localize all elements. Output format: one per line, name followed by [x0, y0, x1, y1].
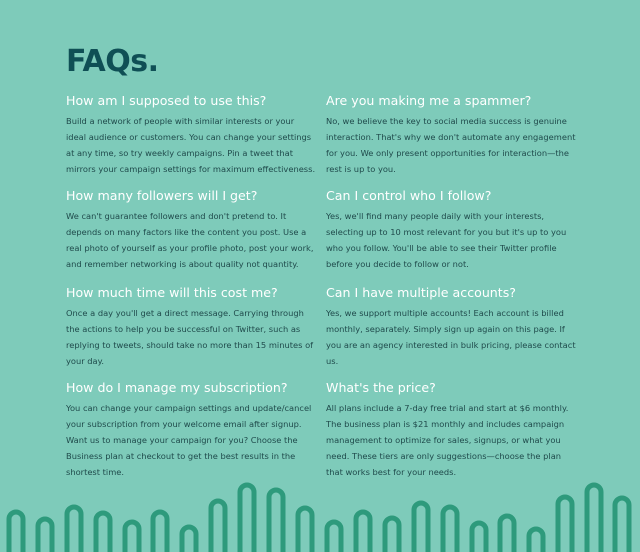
wave-arch [9, 512, 23, 552]
faq-question: How much time will this cost me? [66, 285, 278, 300]
faq-question: How many followers will I get? [66, 188, 258, 203]
wave-arch [472, 523, 486, 552]
faq-answer: You can change your campaign settings and update/cancel your subscription from your welcome email after signup. Want us to manage your campaign for you? Choose the Business plan at checkout to get the best results in the shortest time. [66, 403, 312, 477]
wave-arch [529, 529, 543, 552]
wave-arch [500, 516, 514, 552]
wave-arch [211, 501, 225, 552]
wave-arch [96, 513, 110, 552]
wave-arch [356, 512, 370, 552]
wave-arch [587, 485, 601, 552]
faq-answer: Yes, we'll find many people daily with your interests, selecting up to 10 most relevant for you but it's up to you who you follow. You'll be able to see their Twitter profile before you decide to follow or not. [326, 211, 567, 269]
wave-arch [414, 503, 428, 552]
wave-arch [67, 507, 81, 552]
wave-arch [443, 507, 457, 552]
faq-question: How am I supposed to use this? [66, 93, 267, 108]
wave-arch [327, 522, 341, 552]
faq-question: What's the price? [326, 380, 436, 395]
faq-answer: Build a network of people with similar interests or your ideal audience or customers. You can change your settings at any time, so try weekly campaigns. Pin a tweet that mirrors your campaign settings for maximum effectiveness. [66, 116, 316, 174]
wave-arch [558, 497, 572, 552]
faq-question: How do I manage my subscription? [66, 380, 288, 395]
wave-arch [153, 512, 167, 552]
wave-arch [385, 518, 399, 552]
faq-answer: No, we believe the key to social media success is genuine interaction. That's why we don't automate any engagement for you. We only present opportunities for interaction—the rest is up to you. [326, 116, 576, 174]
wave-arch [240, 485, 254, 552]
wave-arch [298, 508, 312, 552]
faq-answer: Yes, we support multiple accounts! Each account is billed monthly, separately. Simply sign up again on this page. If you are an agency interested in bulk pricing, please contact us. [326, 308, 576, 366]
page-title: FAQs. [66, 44, 159, 79]
faq-answer: Once a day you'll get a direct message. Carrying through the actions to help you be successful on Twitter, such as replying to tweets, should take no more than 15 minutes of your day. [66, 308, 314, 366]
wave-arch [615, 498, 629, 552]
wave-arch [38, 519, 52, 552]
wave-arch [182, 527, 196, 552]
faq-answer: All plans include a 7-day free trial and start at $6 monthly. The business plan is $21 monthly and includes campaign management to optimize for sales, signups, or what you need. These tiers are only suggestions—choose the plan that works best for your needs. [326, 403, 569, 477]
wave-arch [125, 522, 139, 552]
wave-arch [269, 490, 283, 552]
faq-question: Can I control who I follow? [326, 188, 492, 203]
faq-answer: We can't guarantee followers and don't pretend to. It depends on many factors like the content you post. Use a real photo of yourself as your profile photo, post your work, and remember networking is about quality not quantity. [66, 211, 314, 269]
faq-question: Can I have multiple accounts? [326, 285, 516, 300]
faq-question: Are you making me a spammer? [326, 93, 532, 108]
